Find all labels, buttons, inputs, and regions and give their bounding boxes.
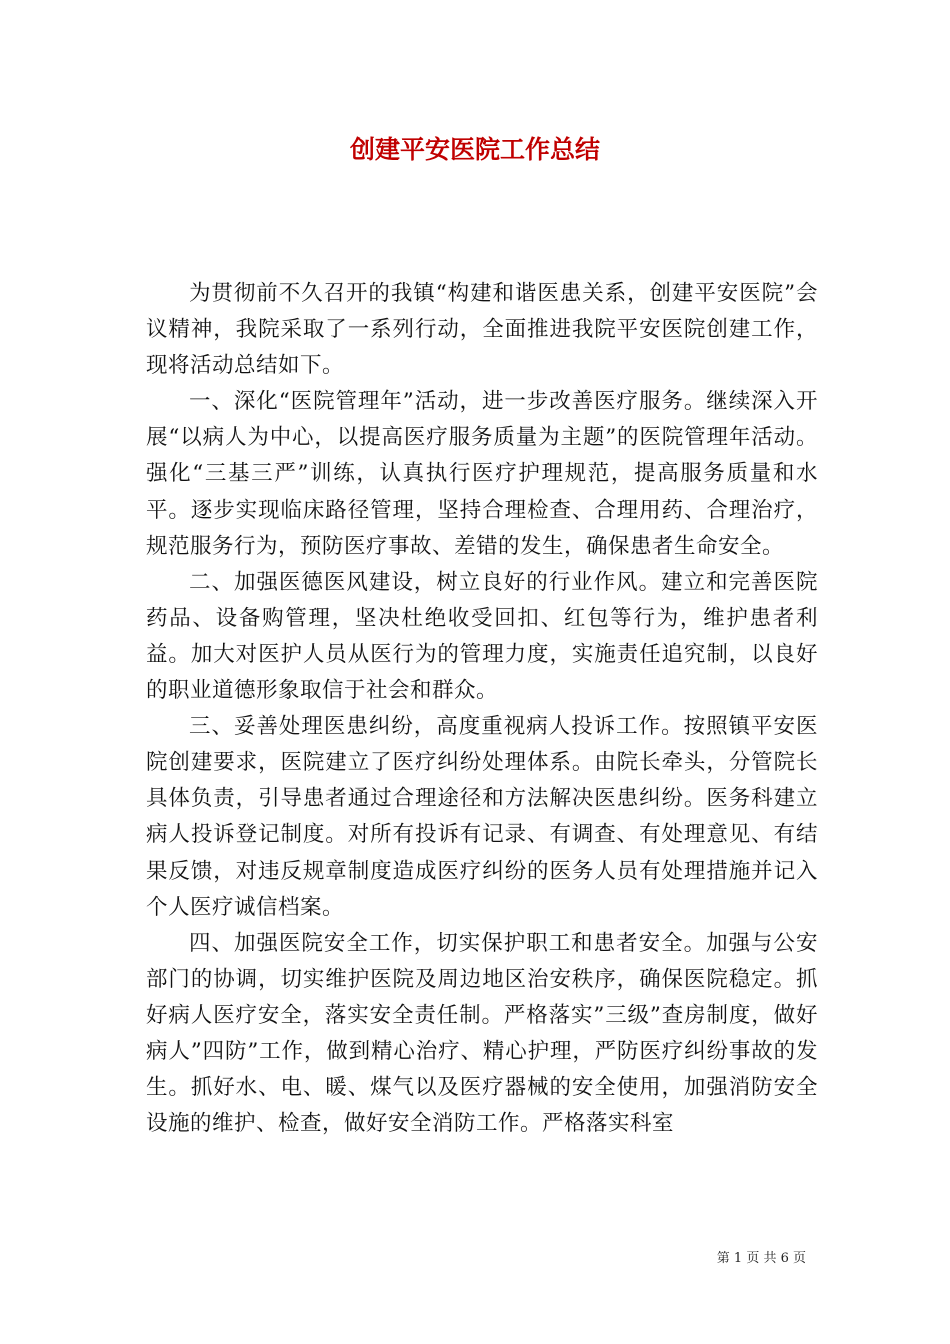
document-body [146,276,818,1142]
paragraph-intro: 为贯彻前不久召开的我镇“构建和谐医患关系，创建平安医院”会议精神，我院采取了一系列行动，全面推进我院平安医院创建工作，现将活动总结如下。 [146,281,818,379]
paragraph-section-4: 四、加强医院安全工作，切实保护职工和患者安全。加强与公安部门的协调，切实维护医院及周边地区治安秩序，确保医院稳定。抓好病人医疗安全，落实安全责任制。严格落实”三级”查房制度，做好病人”四防”工作，做到精心治疗、精心护理，严防医疗纠纷事故的发生。抓好水、电、暖、煤气以及医疗器械的安全使用，加强消防安全设施的维护、检查，做好安全消防工作。严格落实科室 [146,930,818,1137]
paragraph-section-2: 二、加强医德医风建设，树立良好的行业作风。建立和完善医院药品、设备购管理，坚决杜绝收受回扣、红包等行为，维护患者利益。加大对医护人员从医行为的管理力度，实施责任追究制，以良好的职业道德形象取信于社会和群众。 [146,569,818,704]
paragraph-section-1: 一、深化“医院管理年”活动，进一步改善医疗服务。继续深入开展“以病人为中心，以提高医疗服务质量为主题”的医院管理年活动。强化“三基三严”训练，认真执行医疗护理规范，提高服务质量和水平。逐步实现临床路径管理，坚持合理检查、合理用药、合理治疗，规范服务行为，预防医疗事故、差错的发生，确保患者生命安全。 [146,389,818,559]
paragraph-section-3: 三、妥善处理医患纠纷，高度重视病人投诉工作。按照镇平安医院创建要求，医院建立了医疗纠纷处理体系。由院长牵头，分管院长具体负责，引导患者通过合理途径和方法解决医患纠纷。医务科建立病人投诉登记制度。对所有投诉有记录、有调查、有处理意见、有结果反馈，对违反规章制度造成医疗纠纷的医务人员有处理措施并记入个人医疗诚信档案。 [146,714,818,920]
document-title: 创建平安医院工作总结 [349,135,600,164]
page-number-footer: 第 1 页 共 6 页 [716,1251,806,1266]
